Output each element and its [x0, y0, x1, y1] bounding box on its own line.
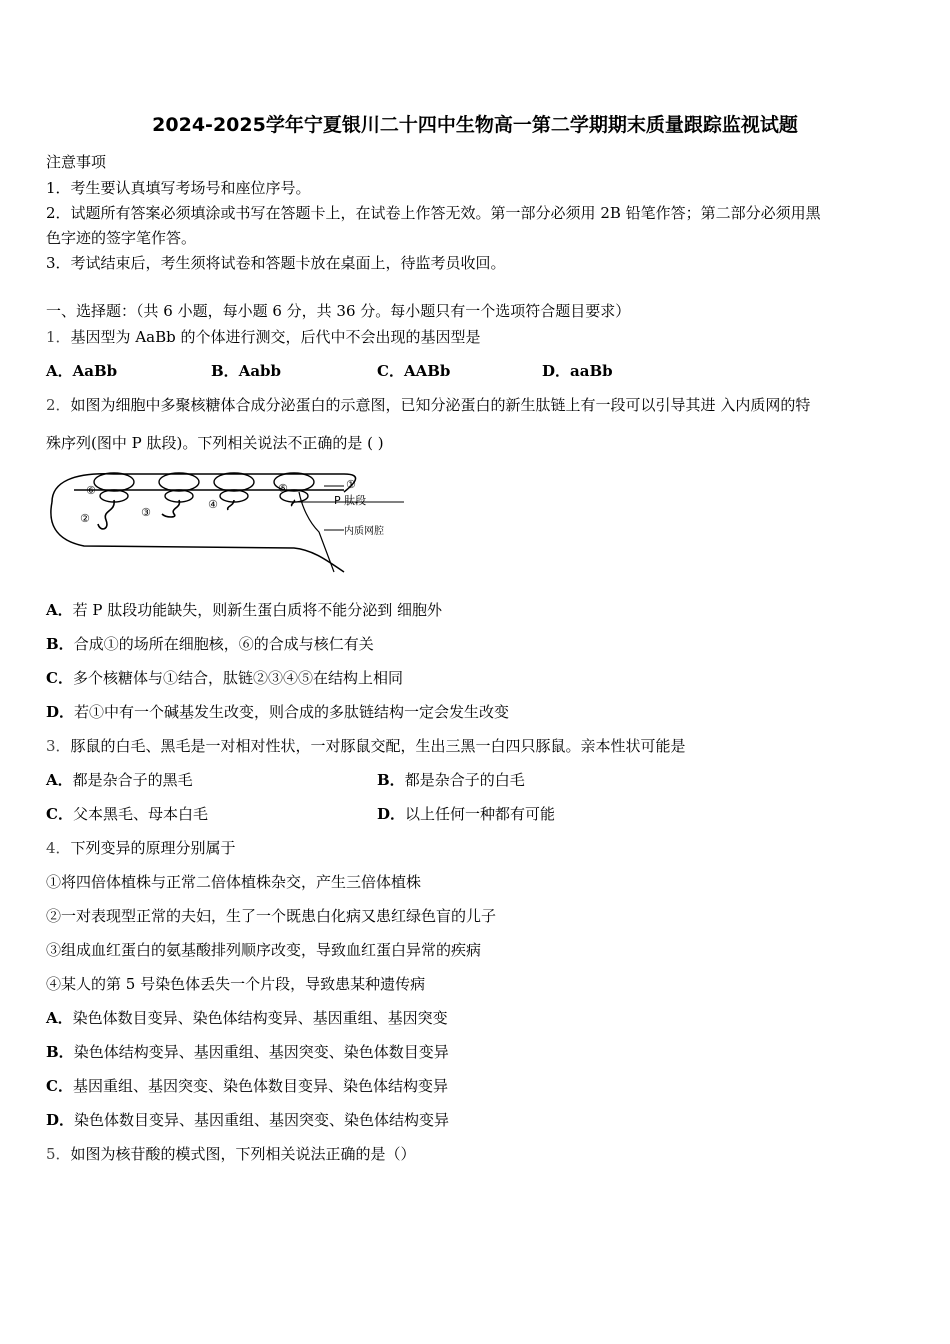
- q2-option-b[interactable]: [46, 635, 374, 653]
- q4-item: ①将四倍体植株与正常二倍体植株杂交，产生三倍体植株: [46, 873, 422, 891]
- figure-circled-label: ③: [141, 506, 151, 519]
- q3-option-d[interactable]: [377, 805, 555, 823]
- option-text: aaBb: [570, 362, 613, 380]
- section-heading: 一、选择题：（共 6 小题，每小题 6 分，共 36 分。每小题只有一个选项符合题目要求）: [46, 302, 631, 320]
- q4-item: ③组成血红蛋白的氨基酸排列顺序改变，导致血红蛋白异常的疾病: [46, 941, 482, 959]
- option-label: A．: [46, 1009, 73, 1027]
- ribosome: [94, 473, 134, 491]
- option-text: 染色体结构变异、基因重组、基因突变、染色体数目变异: [73, 1043, 449, 1061]
- notice-heading: 注意事项: [46, 153, 107, 171]
- q4-item: ②一对表现型正常的夫妇，生了一个既患白化病又患红绿色盲的儿子: [46, 907, 497, 925]
- option-label: A．: [46, 601, 73, 619]
- question-number: 3．: [46, 737, 71, 755]
- q1-option-c[interactable]: [377, 362, 450, 380]
- option-text: 若 P 肽段功能缺失，则新生蛋白质将不能分泌到 细胞外: [72, 601, 443, 619]
- q2-option-a[interactable]: [46, 601, 442, 619]
- polyribosome-figure: [44, 462, 404, 577]
- figure-label-p-segment: P 肽段: [334, 494, 367, 507]
- option-label: C．: [46, 1077, 73, 1095]
- notice-item: 色字迹的签字笔作答。: [46, 229, 197, 247]
- q2-option-d[interactable]: [46, 703, 509, 721]
- question-5: [46, 1145, 416, 1163]
- question-2: [46, 396, 810, 414]
- option-label: D．: [46, 703, 75, 721]
- er-lumen-edge: [299, 492, 334, 572]
- option-text: 父本黑毛、母本白毛: [72, 805, 208, 823]
- option-text: 多个核糖体与①结合，肽链②③④⑤在结构上相同: [72, 669, 403, 687]
- ribosome: [214, 473, 254, 491]
- q3-option-b[interactable]: [377, 771, 525, 789]
- question-number: 1．: [46, 328, 71, 346]
- q1-option-d[interactable]: [542, 362, 613, 380]
- question-stem: 如图为细胞中多聚核糖体合成分泌蛋白的示意图，已知分泌蛋白的新生肽链上有一段可以引导其进 入内质网的特: [70, 396, 811, 414]
- figure-circled-label: ②: [80, 512, 90, 525]
- question-stem: 如图为核苷酸的模式图，下列相关说法正确的是（）: [70, 1145, 416, 1163]
- option-text: 都是杂合子的白毛: [404, 771, 525, 789]
- figure-circled-label: ④: [208, 498, 218, 511]
- q4-item: ④某人的第 5 号染色体丢失一个片段，导致患某种遗传病: [46, 975, 426, 993]
- q3-option-a[interactable]: [46, 771, 193, 789]
- q4-option-c[interactable]: [46, 1077, 448, 1095]
- question-stem: 豚鼠的白毛、黑毛是一对相对性状，一对豚鼠交配，生出三黑一白四只豚鼠。亲本性状可能是: [70, 737, 686, 755]
- option-text: 基因重组、基因突变、染色体数目变异、染色体结构变异: [72, 1077, 448, 1095]
- q2-option-c[interactable]: [46, 669, 403, 687]
- option-text: 以上任何一种都有可能: [405, 805, 556, 823]
- option-text: 若①中有一个碱基发生改变，则合成的多肽链结构一定会发生改变: [74, 703, 510, 721]
- option-text: Aabb: [238, 362, 282, 380]
- q1-option-b[interactable]: [211, 362, 281, 380]
- ribosome: [159, 473, 199, 491]
- question-1: [46, 328, 481, 346]
- peptide-chain: [292, 500, 295, 506]
- notice-item: 3．考试结束后，考生须将试卷和答题卡放在桌面上，待监考员收回。: [46, 254, 506, 272]
- option-text: AABb: [403, 362, 451, 380]
- figure-label-er-lumen: 内质网腔: [344, 526, 384, 537]
- option-label: B．: [46, 1043, 74, 1061]
- q1-option-a[interactable]: [46, 362, 117, 380]
- page-title: 2024-2025学年宁夏银川二十四中生物高一第二学期期末质量跟踪监视试题: [152, 114, 798, 136]
- figure-circled-label: ⑤: [278, 482, 288, 495]
- figure-circled-label: ⑥: [86, 484, 96, 497]
- option-text: AaBb: [72, 362, 118, 380]
- option-label: A．: [46, 771, 73, 789]
- question-stem: 基因型为 AaBb 的个体进行测交，后代中不会出现的基因型是: [70, 328, 481, 346]
- question-number: 4．: [46, 839, 71, 857]
- q4-option-a[interactable]: [46, 1009, 448, 1027]
- option-label: A．: [46, 362, 73, 380]
- option-text: 染色体数目变异、基因重组、基因突变、染色体结构变异: [74, 1111, 450, 1129]
- figure-label-mrna: ①: [346, 478, 356, 491]
- q4-option-d[interactable]: [46, 1111, 449, 1129]
- question-4: [46, 839, 236, 857]
- option-label: C．: [46, 669, 73, 687]
- question-3: [46, 737, 686, 755]
- q4-option-b[interactable]: [46, 1043, 449, 1061]
- option-label: C．: [377, 362, 404, 380]
- question-stem: 下列变异的原理分别属于: [70, 839, 236, 857]
- notice-item: 2．试题所有答案必须填涂或书写在答题卡上，在试卷上作答无效。第一部分必须用 2B 铅笔作答；第二部分必须用黑: [46, 204, 821, 222]
- peptide-chain: [98, 500, 114, 529]
- option-label: B．: [211, 362, 239, 380]
- question-number: 5．: [46, 1145, 71, 1163]
- option-label: D．: [542, 362, 571, 380]
- question-stem-cont: 殊序列(图中 P 肽段)。下列相关说法不正确的是 ( ): [46, 434, 384, 452]
- option-text: 都是杂合子的黑毛: [72, 771, 193, 789]
- er-membrane-bottom: [51, 502, 344, 572]
- notice-item: 1．考生要认真填写考场号和座位序号。: [46, 179, 311, 197]
- option-label: C．: [46, 805, 73, 823]
- option-text: 染色体数目变异、染色体结构变异、基因重组、基因突变: [72, 1009, 448, 1027]
- option-label: D．: [377, 805, 406, 823]
- q3-option-c[interactable]: [46, 805, 208, 823]
- question-number: 2．: [46, 396, 71, 414]
- option-label: B．: [46, 635, 74, 653]
- option-label: B．: [377, 771, 405, 789]
- option-label: D．: [46, 1111, 75, 1129]
- option-text: 合成①的场所在细胞核，⑥的合成与核仁有关: [73, 635, 374, 653]
